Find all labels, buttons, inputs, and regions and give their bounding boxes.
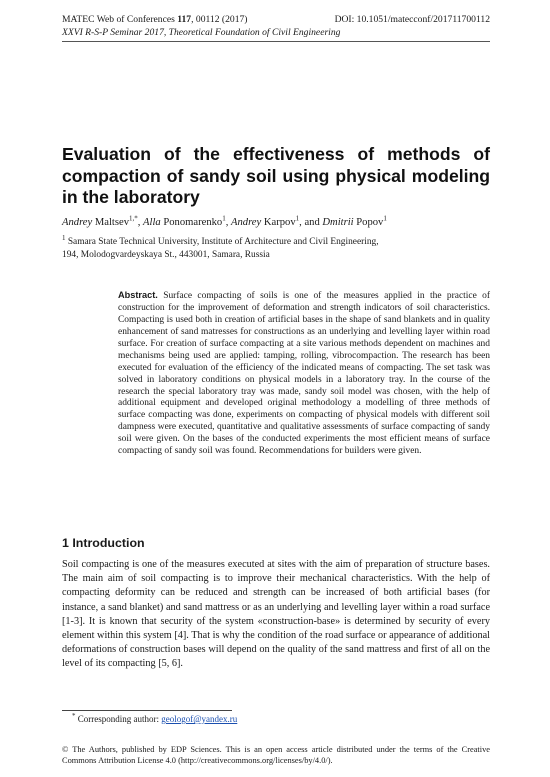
paper-title: Evaluation of the effectiveness of methods of compaction of sandy soil using physical modeling in the laboratory	[62, 144, 490, 207]
seminar-line: XXVI R-S-P Seminar 2017, Theoretical Foundation of Civil Engineering	[62, 27, 341, 38]
author: Andrey Karpov$^1$	[231, 214, 300, 228]
doi: DOI: 10.1051/matecconf/201711700112	[334, 14, 490, 25]
corresponding-author-footnote: * Corresponding author: geologof@yandex.ru	[72, 712, 238, 724]
author-email-link[interactable]: geologof@yandex.ru	[161, 714, 238, 724]
author-list: Andrey Maltsev$^{1,*}$, Alla Ponomarenko$^1$, Andrey Karpov$^1$, and Dmitrii Popov$^1$	[62, 214, 387, 228]
author: Andrey Maltsev$^{1,*}$	[62, 214, 138, 228]
running-header	[62, 14, 490, 26]
license-notice: © The Authors, published by EDP Sciences. This is an open access article distributed under the terms of the Creative Commons Attribution License 4.0 (http://creativecommons.org/licenses/by/4.0/).	[62, 745, 490, 765]
author: Dmitrii Popov$^1$	[322, 214, 387, 228]
abstract-text: Surface compacting of soils is one of the measures applied in the practice of construction for the improvement of deformation and strength indicators of soil characteristics. Compacting is used both in creation of artificial bases in the shape of sand blankets and in quality enhancement of sand matresses for constructions as an underlying and levelling layer within road surface. For creation of surface compacting at a site various methods dependent on machines and mechanisms being used are applied: tamping, rolling, vibrocompaction. The research has been executed for evaluation of the efficiency of the indicated means of compacting. The set task was solved in laboratory conditions on physical models in a laboratory tray. In the course of the research the special laboratory tray was made, sandy soil model was chosen, with the help of additional equipment and developed original methodology a modelling of three methods of surface compacting was done, experiments on compacting of physical models with different soil dampness were executed, quantitative and qualitative assessments of surface compacting of sandy soil were given. On the bases of the conducted experiments the most efficient means of surface compacting of sandy soil was found. Recommendations for builders were given.	[118, 291, 490, 457]
introduction-paragraph: Soil compacting is one of the measures executed at sites with the aim of preparation of structure bases. The main aim of soil compacting is to improve their mechanical characteristics. With the help of compacting deformity can be reduced and strength can be increased of both artificial bases (for instance, a sand blanket) and sand mattress or as an underlying and levelling layer within a road surface [1-3]. It is known that security of the system «construction-base» is determined by security of every element within this system [4]. That is why the condition of the road surface or appearance of additional deformations of construction bases will depend on the quality of the sand mattress and first of all on the level of its compacting [5, 6].	[62, 559, 490, 670]
footnote-divider	[62, 710, 232, 711]
journal-citation: MATEC Web of Conferences 117, 00112 (2017)	[62, 14, 248, 25]
author: Alla Ponomarenko$^1$	[143, 214, 226, 228]
section-heading-introduction: 1 Introduction	[62, 536, 145, 550]
header-divider	[62, 41, 490, 42]
abstract	[118, 290, 490, 458]
affiliation: $^1$ Samara State Technical University, Institute of Architecture and Civil Engineering, 194, Molodogvardeyskaya St., 443001, Samara, Russia	[62, 233, 379, 260]
abstract-label: Abstract.	[118, 290, 158, 300]
